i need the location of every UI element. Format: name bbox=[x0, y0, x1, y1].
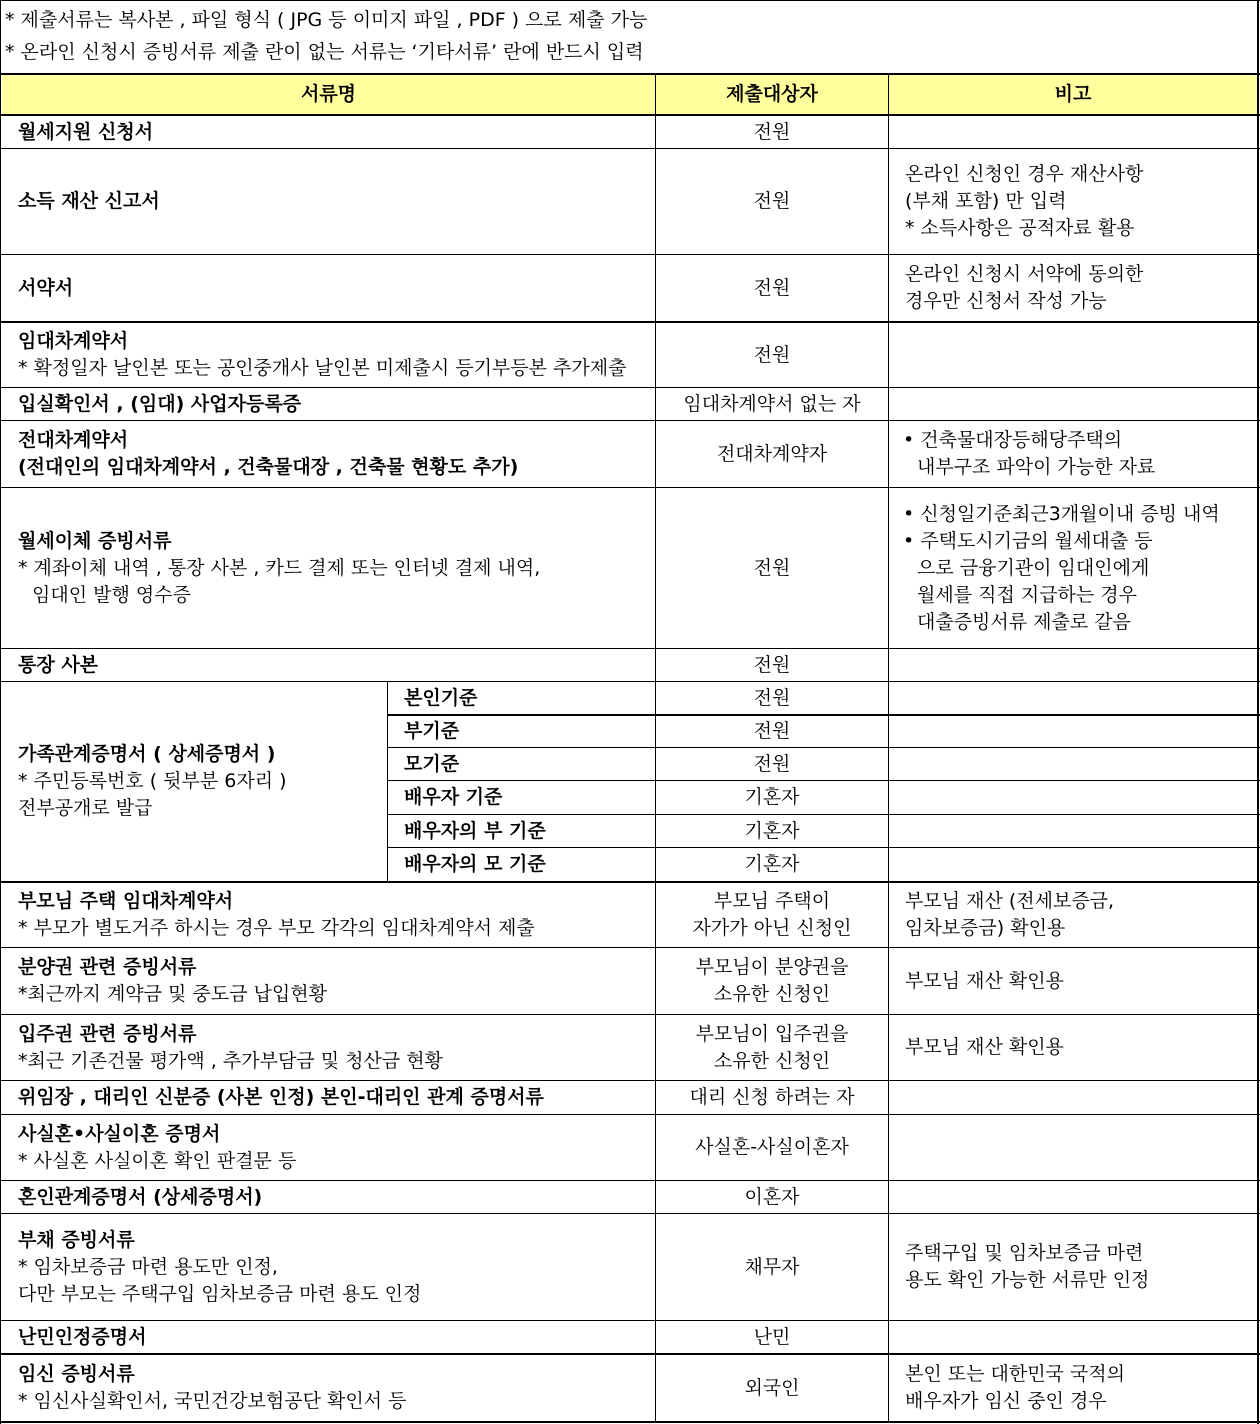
remark-cell bbox=[905, 1355, 1255, 1421]
border-line bbox=[1257, 0, 1259, 1424]
grid-line bbox=[387, 681, 388, 881]
document-name: 부채 증빙서류 bbox=[18, 1228, 135, 1251]
document-note: * 확정일자 날인본 또는 공인중개사 날인본 미제출시 등기부등본 추가제출 bbox=[18, 357, 627, 379]
remark-cell bbox=[905, 883, 1255, 947]
document-cell bbox=[18, 948, 654, 1014]
remark-line: 용도 확인 가능한 서류만 인정 bbox=[905, 1269, 1150, 1291]
document-cell bbox=[18, 323, 654, 387]
remark-line: • 주택도시기금의 월세대출 등 bbox=[903, 529, 1153, 552]
remark-line: * 소득사항은 공적자료 활용 bbox=[905, 217, 1135, 239]
document-note: * 사실혼 사실이혼 확인 판결문 등 bbox=[18, 1149, 297, 1172]
document-name: 입주권 관련 증빙서류 bbox=[18, 1022, 197, 1045]
target-cell: 임대차계약서 없는 자 bbox=[683, 392, 861, 415]
remark-cell bbox=[903, 488, 1255, 648]
remark-line: 본인 또는 대한민국 국적의 bbox=[905, 1363, 1126, 1385]
document-cell bbox=[18, 1015, 654, 1080]
border-line bbox=[0, 1421, 1260, 1423]
target-cell: 전원 bbox=[753, 190, 791, 212]
document-name: 월세지원 신청서 bbox=[18, 120, 154, 143]
document-name: 통장 사본 bbox=[18, 653, 99, 676]
remark-cell bbox=[905, 948, 1255, 1014]
family-basis: 부기준 bbox=[404, 720, 460, 742]
target-cell: 채무자 bbox=[744, 1255, 800, 1278]
remark-line: 부모님 재산 확인용 bbox=[905, 969, 1064, 992]
document-note: 전부공개로 발급 bbox=[18, 797, 153, 819]
target-cell: 전원 bbox=[753, 556, 791, 579]
target-cell: 전원 bbox=[753, 752, 791, 775]
target-cell: 기혼자 bbox=[744, 853, 800, 875]
document-name: 월세이체 증빙서류 bbox=[18, 529, 172, 552]
note-line: * 제출서류는 복사본 , 파일 형식 ( JPG 등 이미지 파일 , PDF ) 으로 제출 가능 bbox=[5, 9, 648, 31]
document-note: *최근까지 계약금 및 중도금 납입현황 bbox=[18, 983, 327, 1005]
remark-line: 주택구입 및 임차보증금 마련 bbox=[905, 1242, 1144, 1264]
target-cell: 기혼자 bbox=[744, 786, 800, 808]
document-name: 부모님 주택 임대차계약서 bbox=[18, 890, 234, 912]
remark-cell bbox=[905, 1015, 1255, 1080]
document-note: * 주민등록번호 ( 뒷부분 6자리 ) bbox=[18, 770, 287, 792]
remark-line: 온라인 신청인 경우 재산사항 bbox=[905, 163, 1144, 185]
document-note: 다만 부모는 주택구입 임차보증금 마련 용도 인정 bbox=[18, 1282, 422, 1305]
remark-line: 온라인 신청시 서약에 동의한 bbox=[905, 263, 1144, 285]
remark-cell bbox=[905, 1214, 1255, 1320]
remark-line: • 신청일기준최근3개월이내 증빙 내역 bbox=[903, 502, 1220, 525]
family-basis: 배우자의 부 기준 bbox=[404, 819, 546, 842]
document-name: 사실혼•사실이혼 증명서 bbox=[18, 1122, 221, 1145]
document-name: 난민인정증명서 bbox=[18, 1325, 147, 1348]
target-cell: 대리 신청 하려는 자 bbox=[689, 1086, 855, 1108]
document-cell bbox=[18, 883, 654, 947]
document-note: 임대인 발행 영수증 bbox=[32, 583, 191, 606]
target-cell: 사실혼-사실이혼자 bbox=[695, 1136, 849, 1158]
remark-cell bbox=[905, 149, 1255, 254]
border-line bbox=[0, 0, 1260, 1]
target-cell: 이혼자 bbox=[744, 1185, 800, 1208]
document-cell bbox=[18, 421, 654, 487]
target-cell: 전원 bbox=[753, 720, 791, 742]
target-cell bbox=[656, 1015, 888, 1080]
document-cell bbox=[18, 488, 654, 648]
document-name: 위임장 , 대리인 신분증 (사본 인정) 본인-대리인 관계 증명서류 bbox=[18, 1086, 544, 1108]
document-name: 소득 재산 신고서 bbox=[18, 190, 160, 212]
remark-line: 경우만 신청서 작성 가능 bbox=[905, 290, 1107, 312]
document-note: * 임신사실확인서, 국민건강보험공단 확인서 등 bbox=[18, 1390, 407, 1412]
target-cell: 전원 bbox=[753, 276, 791, 299]
header-remarks: 비고 bbox=[1054, 83, 1092, 105]
document-note: * 계좌이체 내역 , 통장 사본 , 카드 결제 또는 인터넷 결제 내역, bbox=[18, 556, 541, 579]
target-cell: 전대차계약자 bbox=[716, 442, 828, 465]
document-name: 전대차계약서 bbox=[18, 429, 129, 451]
document-cell bbox=[18, 1214, 654, 1320]
document-name: 분양권 관련 증빙서류 bbox=[18, 956, 197, 978]
grid-line bbox=[888, 73, 889, 1423]
document-name: 가족관계증명서 ( 상세증명서 ) bbox=[18, 743, 276, 765]
remark-line: 내부구조 파악이 가능한 자료 bbox=[917, 456, 1156, 478]
target-cell: 난민 bbox=[753, 1325, 791, 1348]
document-name: 혼인관계증명서 (상세증명서) bbox=[18, 1185, 263, 1208]
document-cell bbox=[18, 1355, 654, 1421]
remark-line: 대출증빙서류 제출로 갈음 bbox=[917, 610, 1131, 633]
target-cell: 기혼자 bbox=[744, 819, 800, 842]
remark-line: 월세를 직접 지급하는 경우 bbox=[917, 583, 1138, 606]
target-cell: 외국인 bbox=[744, 1376, 800, 1399]
remark-line: • 건축물대장등해당주택의 bbox=[903, 429, 1123, 451]
family-basis: 본인기준 bbox=[404, 686, 478, 709]
document-note: * 임차보증금 마련 용도만 인정, bbox=[18, 1255, 278, 1278]
remark-line: 으로 금융기관이 임대인에게 bbox=[917, 556, 1150, 579]
document-name-extra: (전대인의 임대차계약서 , 건축물대장 , 건축물 현황도 추가) bbox=[18, 456, 519, 478]
document-cell bbox=[18, 1115, 654, 1180]
header-document-name: 서류명 bbox=[300, 83, 357, 105]
target-line: 부모님이 분양권을 bbox=[695, 956, 849, 978]
remark-line: (부채 포함) 만 입력 bbox=[905, 190, 1067, 212]
border-line bbox=[0, 0, 1, 1424]
note-line: * 온라인 신청시 증빙서류 제출 란이 없는 서류는 ‘기타서류’ 란에 반드시 입력 bbox=[5, 41, 644, 63]
target-cell: 전원 bbox=[753, 120, 791, 143]
document-name: 임신 증빙서류 bbox=[18, 1363, 135, 1385]
remark-line: 배우자가 임신 중인 경우 bbox=[905, 1390, 1107, 1412]
family-basis: 배우자의 모 기준 bbox=[404, 853, 546, 875]
target-line: 소유한 신청인 bbox=[713, 1049, 831, 1072]
target-line: 자가가 아닌 신청인 bbox=[692, 917, 852, 939]
document-name: 입실확인서 , (임대) 사업자등록증 bbox=[18, 392, 302, 415]
remark-line: 임차보증금) 확인용 bbox=[905, 917, 1066, 939]
family-basis: 배우자 기준 bbox=[404, 786, 503, 808]
remark-line: 부모님 재산 확인용 bbox=[905, 1036, 1064, 1058]
document-note: * 부모가 별도거주 하시는 경우 부모 각각의 임대차계약서 제출 bbox=[18, 917, 535, 939]
document-cell bbox=[18, 682, 384, 881]
remark-line: 부모님 재산 (전세보증금, bbox=[905, 890, 1115, 912]
remark-cell bbox=[903, 421, 1255, 487]
remark-cell bbox=[905, 255, 1255, 321]
target-line: 부모님 주택이 bbox=[713, 890, 831, 912]
header-target: 제출대상자 bbox=[726, 83, 818, 105]
target-cell bbox=[656, 883, 888, 947]
document-name: 서약서 bbox=[18, 276, 74, 299]
family-basis: 모기준 bbox=[404, 752, 460, 775]
document-note: *최근 기존건물 평가액 , 추가부담금 및 청산금 현황 bbox=[18, 1049, 443, 1072]
target-line: 부모님이 입주권을 bbox=[695, 1022, 849, 1045]
target-cell: 전원 bbox=[753, 343, 791, 366]
target-cell bbox=[656, 948, 888, 1014]
target-cell: 전원 bbox=[753, 653, 791, 676]
target-line: 소유한 신청인 bbox=[713, 983, 831, 1005]
target-cell: 전원 bbox=[753, 686, 791, 709]
document-name: 임대차계약서 bbox=[18, 330, 129, 352]
